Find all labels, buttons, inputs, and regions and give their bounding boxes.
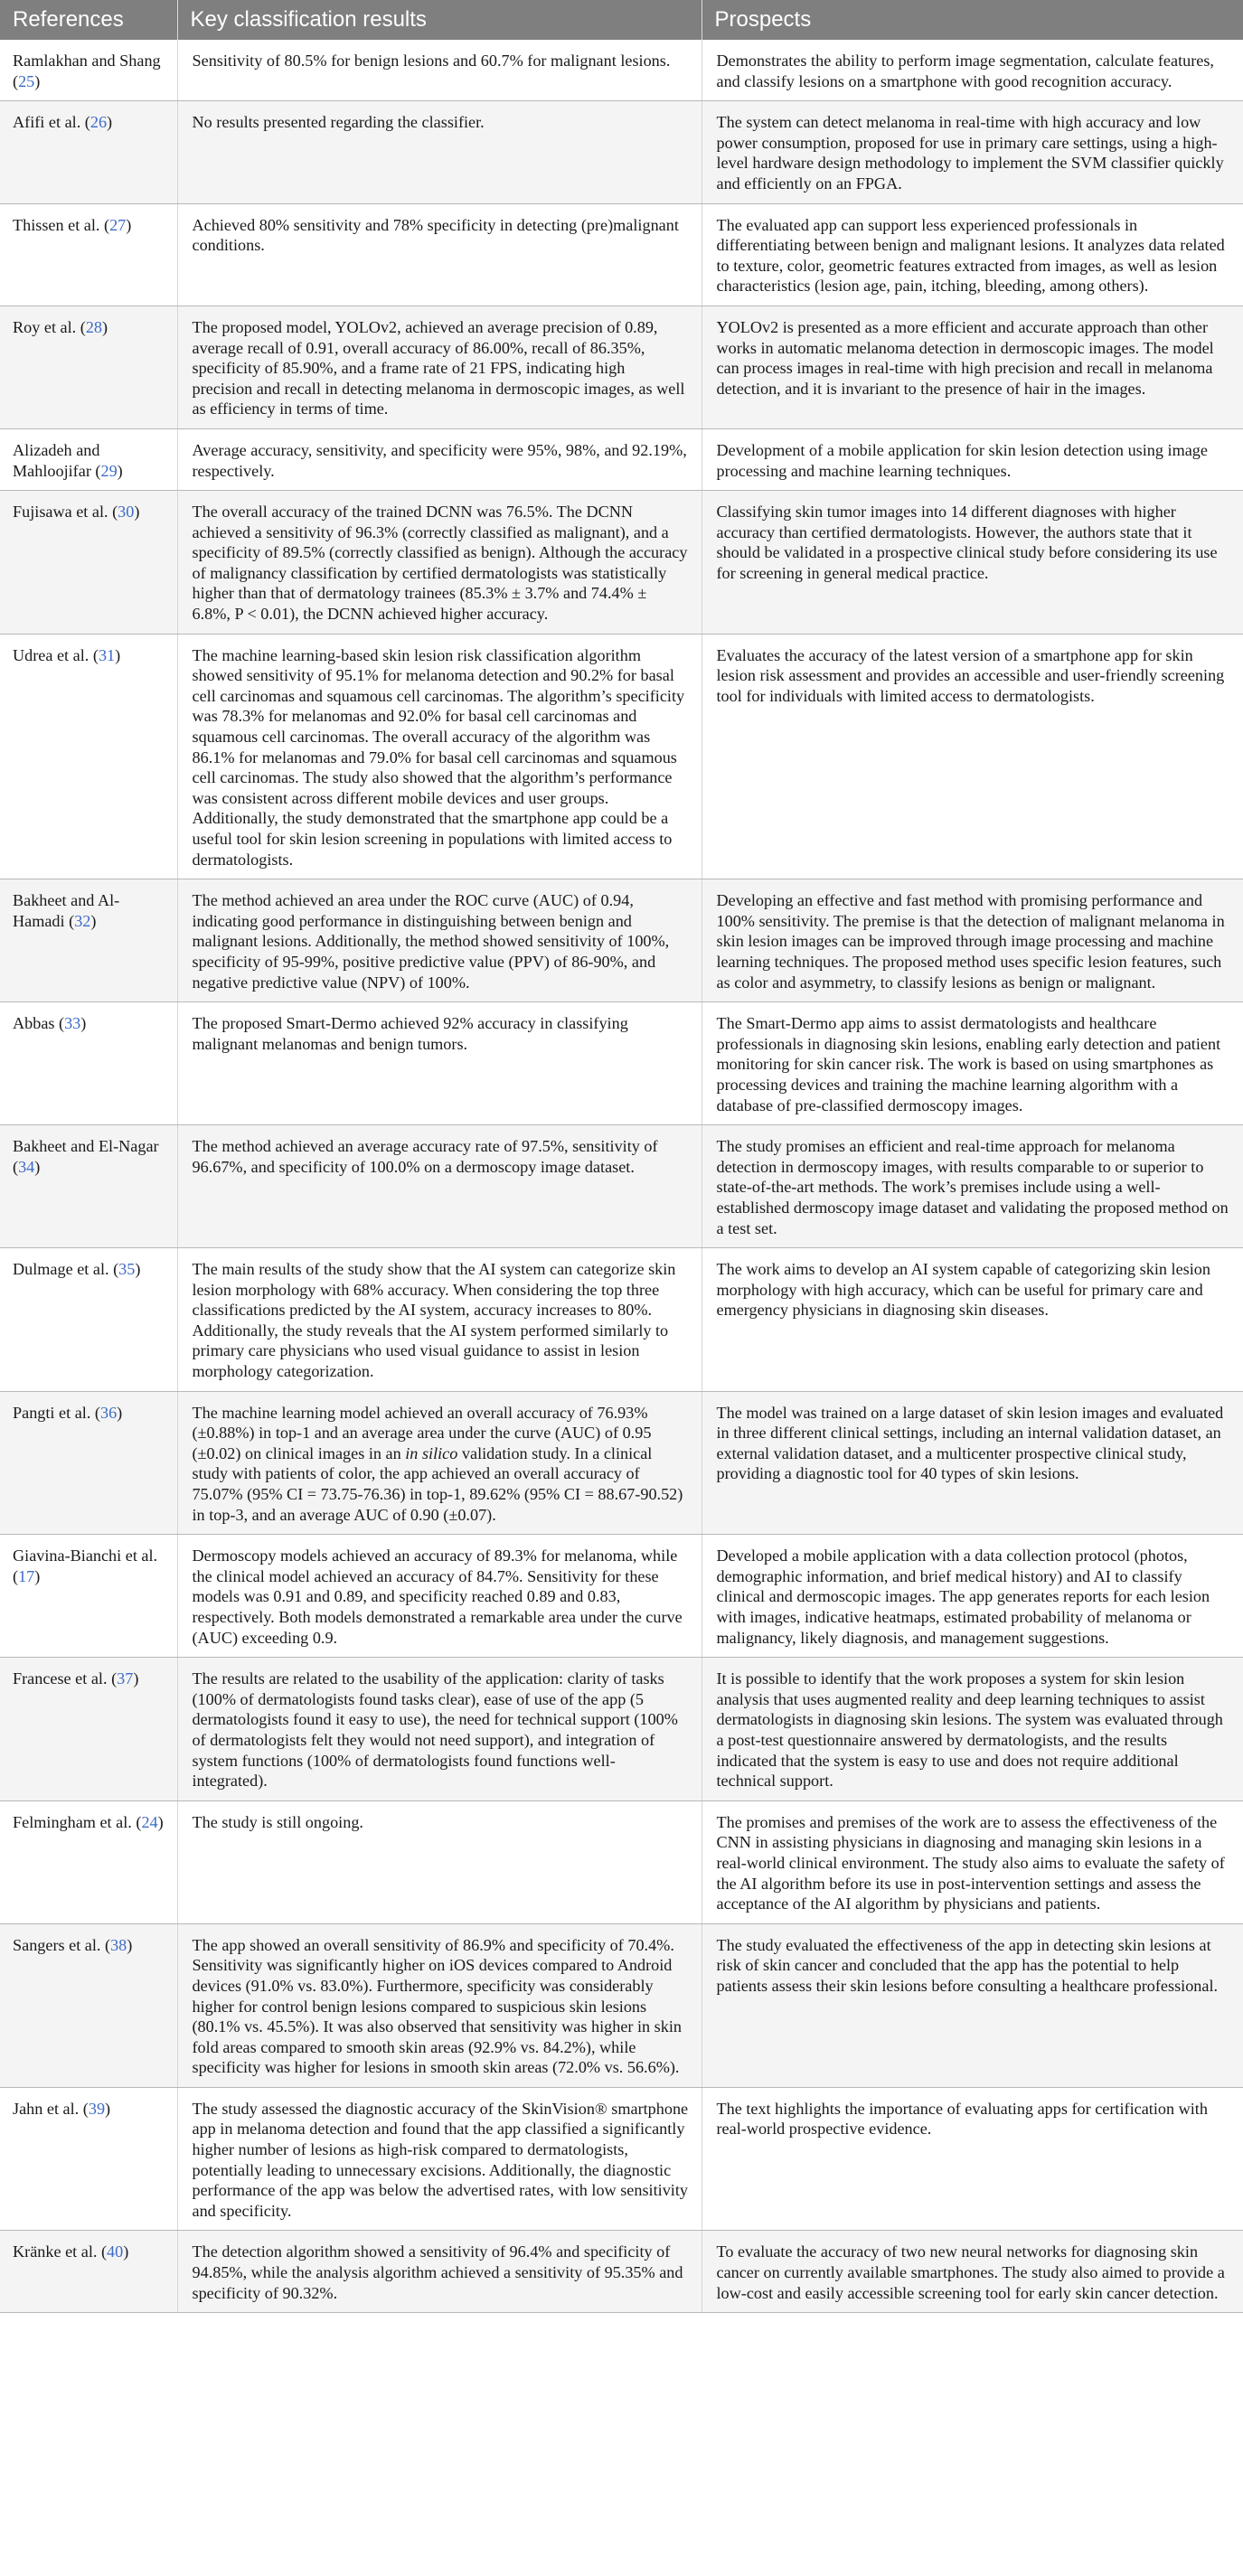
prospects-cell: YOLOv2 is presented as a more efficient and accurate approach than other works in automatic melanoma detection in dermoscopic images. The model can process images in real-time with high precision and recall in melanoma detection, and it is invariant to the presence of hair in the images. xyxy=(702,306,1243,428)
author-text: Ramlakhan and Shang ( xyxy=(13,52,161,90)
reference-cell: Roy et al. (28) xyxy=(0,306,177,428)
table-row xyxy=(0,2087,1243,2231)
prospects-cell: The study promises an efficient and real-time approach for melanoma detection in dermoscopy images, with results comparable to or superior to state-of-the-art methods. The work’s premises include using a well-established dermoscopy image dataset and validating the proposed method on a test set. xyxy=(702,1125,1243,1248)
reference-cell: Udrea et al. (31) xyxy=(0,634,177,879)
results-cell: No results presented regarding the classifier. xyxy=(177,101,702,203)
results-cell: The main results of the study show that the AI system can categorize skin lesion morphology with 68% accuracy. When considering the top three classifications predicted by the AI system, accuracy increases to 80%. Additionally, the study reveals that the AI system performed similarly to primary care physicians who used visual guidance to assist in lesion morphology categorization. xyxy=(177,1248,702,1392)
table-row xyxy=(0,40,1243,101)
author-text: Pangti et al. ( xyxy=(13,1403,100,1422)
reference-link[interactable]: 28 xyxy=(85,317,103,336)
prospects-cell: Classifying skin tumor images into 14 different diagnoses with higher accuracy than certified dermatologists. However, the authors state that it should be validated in a prospective clinical study before considering its use for screening in general medical practice. xyxy=(702,491,1243,635)
results-text: The machine learning model achieved an overall accuracy of 76.93% (±0.88%) in top-1 and an average area under the curve (AUC) of 0.95 (±0.02) on clinical images in an xyxy=(192,1403,652,1462)
results-italic-text: in silico xyxy=(405,1443,458,1462)
table-row xyxy=(0,634,1243,879)
reference-link[interactable]: 39 xyxy=(88,2099,106,2118)
author-text: Dulmage et al. ( xyxy=(13,1260,119,1279)
results-cell: The study is still ongoing. xyxy=(177,1800,702,1923)
table-row xyxy=(0,306,1243,428)
header-key-classification-results: Key classification results xyxy=(177,0,702,40)
results-cell: The method achieved an average accuracy rate of 97.5%, sensitivity of 96.67%, and specificity of 100.0% on a dermoscopy image dataset. xyxy=(177,1125,702,1248)
reference-link[interactable]: 40 xyxy=(107,2242,124,2261)
results-cell: The detection algorithm showed a sensitivity of 96.4% and specificity of 94.85%, while the analysis algorithm achieved a sensitivity of 95.35% and specificity of 90.32%. xyxy=(177,2231,702,2313)
author-text: Kränke et al. ( xyxy=(13,2242,108,2261)
author-text: Giavina-Bianchi et al. ( xyxy=(13,1547,158,1585)
reference-cell: Alizadeh and Mahloojifar (29) xyxy=(0,428,177,490)
reference-cell: Thissen et al. (27) xyxy=(0,203,177,306)
reference-link[interactable]: 36 xyxy=(99,1403,118,1422)
author-text: Bakheet and Al-Hamadi ( xyxy=(13,891,120,930)
table-row xyxy=(0,428,1243,490)
results-cell: Sensitivity of 80.5% for benign lesions and 60.7% for malignant lesions. xyxy=(177,40,702,101)
results-cell: The results are related to the usability of the application: clarity of tasks (100% of dermatologists found tasks clear), ease of use of the app (5 dermatologists found it easy to use), the need for technical support (100% of dermatologists felt they would not need support), and integration of system functions (100% of dermatologists found functions well-integrated). xyxy=(177,1658,702,1801)
reference-cell: Bakheet and Al-Hamadi (32) xyxy=(0,879,177,1002)
reference-cell: Ramlakhan and Shang (25) xyxy=(0,40,177,101)
results-cell xyxy=(177,1391,702,1535)
reference-link[interactable]: 30 xyxy=(118,503,135,522)
table-row xyxy=(0,1391,1243,1535)
table-row xyxy=(0,1658,1243,1801)
results-cell: The overall accuracy of the trained DCNN was 76.5%. The DCNN achieved a sensitivity of 96.3% (correctly classified as malignant), and a specificity of 89.5% (correctly classified as benign). Although the accuracy of malignancy classification by certified dermatologists was statistically higher than that of dermatology trainees (85.3% ± 3.7% and 74.4% ± 6.8%, P < 0.01), the DCNN achieved higher accuracy. xyxy=(177,491,702,635)
reference-cell: Abbas (33) xyxy=(0,1002,177,1125)
results-cell: Achieved 80% sensitivity and 78% specificity in detecting (pre)malignant conditions. xyxy=(177,203,702,306)
reference-link[interactable]: 24 xyxy=(141,1812,158,1831)
table-row xyxy=(0,1535,1243,1658)
reference-cell: Dulmage et al. (35) xyxy=(0,1248,177,1392)
prospects-cell: The text highlights the importance of evaluating apps for certification with real-world prospective evidence. xyxy=(702,2087,1243,2231)
reference-cell: Afifi et al. (26) xyxy=(0,101,177,203)
table-row xyxy=(0,1002,1243,1125)
reference-cell: Francese et al. (37) xyxy=(0,1658,177,1801)
reference-cell: Pangti et al. (36) xyxy=(0,1391,177,1535)
prospects-cell: It is possible to identify that the work proposes a system for skin lesion analysis that uses augmented reality and deep learning techniques to assist dermatologists in diagnosing skin lesions. The system was evaluated through a post-test questionnaire answered by dermatologists, and the results indicated that the system is easy to use and does not require additional technical support. xyxy=(702,1658,1243,1801)
prospects-cell: The system can detect melanoma in real-time with high accuracy and low power consumption, proposed for use in primary care settings, using a high-level hardware design methodology to implement the SVM classifier quickly and efficiently on an FPGA. xyxy=(702,101,1243,203)
reference-cell: Jahn et al. (39) xyxy=(0,2087,177,2231)
author-text: Sangers et al. ( xyxy=(13,1935,111,1954)
prospects-cell: The study evaluated the effectiveness of the app in detecting skin lesions at risk of skin cancer and concluded that the app has the potential to help patients assess their skin lesions before consulting a healthcare professional. xyxy=(702,1923,1243,2087)
reference-link[interactable]: 26 xyxy=(89,113,108,132)
table-row xyxy=(0,1800,1243,1923)
reference-link[interactable]: 25 xyxy=(18,71,35,90)
results-text: validation study. In a clinical study with patients of color, the app achieved an overall accuracy of 75.07% (95% CI = 73.75-76.36) in top-1, 89.62% (95% CI = 88.67-90.52) in top-3, and an average AUC of 0.90 (±0.07). xyxy=(192,1443,683,1524)
author-text: Afifi et al. ( xyxy=(13,113,90,132)
reference-link[interactable]: 32 xyxy=(74,911,91,930)
reference-cell: Fujisawa et al. (30) xyxy=(0,491,177,635)
prospects-cell: Evaluates the accuracy of the latest version of a smartphone app for skin lesion risk assessment and provides an accessible and user-friendly screening tool for individuals with limited access to dermatologists. xyxy=(702,634,1243,879)
reference-cell: Bakheet and El-Nagar (34) xyxy=(0,1125,177,1248)
reference-link[interactable]: 31 xyxy=(98,645,116,664)
reference-link[interactable]: 34 xyxy=(18,1157,35,1176)
reference-link[interactable]: 29 xyxy=(100,461,118,480)
reference-cell: Sangers et al. (38) xyxy=(0,1923,177,2087)
reference-cell: Kränke et al. (40) xyxy=(0,2231,177,2313)
author-text: Felmingham et al. ( xyxy=(13,1812,142,1831)
results-cell: The proposed Smart-Dermo achieved 92% accuracy in classifying malignant melanomas and benign tumors. xyxy=(177,1002,702,1125)
results-cell: The app showed an overall sensitivity of 86.9% and specificity of 70.4%. Sensitivity was significantly higher on iOS devices compared to Android devices (91.0% vs. 83.0%). Furthermore, specificity was considerably higher for control benign lesions compared to suspicious skin lesions (80.1% vs. 45.5%). It was also observed that sensitivity was higher in skin fold areas compared to smooth skin areas (92.9% vs. 84.2%), while specificity was higher for lesions in smooth skin areas (72.0% vs. 56.6%). xyxy=(177,1923,702,2087)
author-text: Fujisawa et al. ( xyxy=(13,503,118,522)
author-text: Abbas ( xyxy=(13,1014,65,1033)
prospects-cell: The model was trained on a large dataset of skin lesion images and evaluated in three different clinical settings, including an internal validation dataset, an external validation dataset, and a multicenter prospective clinical study, providing a diagnostic tool for 40 types of skin lesions. xyxy=(702,1391,1243,1535)
results-cell: The proposed model, YOLOv2, achieved an average precision of 0.89, average recall of 0.91, overall accuracy of 86.00%, recall of 86.35%, specificity of 85.90%, and a frame rate of 21 FPS, indicating high precision and recall in detecting melanoma in dermoscopic images, as well as efficiency in terms of time. xyxy=(177,306,702,428)
table-row xyxy=(0,2231,1243,2313)
table-row xyxy=(0,879,1243,1002)
author-text: Francese et al. ( xyxy=(13,1669,118,1688)
results-cell: Dermoscopy models achieved an accuracy of 89.3% for melanoma, while the clinical model achieved an accuracy of 84.7%. Sensitivity for these models was 0.91 and 0.89, and specificity reached 0.89 and 0.83, respectively. Both models demonstrated a remarkable area under the curve (AUC) exceeding 0.9. xyxy=(177,1535,702,1658)
table-row xyxy=(0,491,1243,635)
author-text: Jahn et al. ( xyxy=(13,2099,89,2118)
author-text: Alizadeh and Mahloojifar ( xyxy=(13,440,101,480)
prospects-cell: The work aims to develop an AI system capable of categorizing skin lesion morphology with high accuracy, which can be useful for primary care and emergency physicians in diagnosing skin diseases. xyxy=(702,1248,1243,1392)
author-text: Bakheet and El-Nagar ( xyxy=(13,1137,159,1176)
prospects-cell: The evaluated app can support less experienced professionals in differentiating between benign and malignant lesions. It analyzes data related to texture, color, geometric features extracted from images, as well as lesion characteristics (lesion age, pain, itching, bleeding, among others). xyxy=(702,203,1243,306)
table-body xyxy=(0,40,1243,2313)
author-text: Roy et al. ( xyxy=(13,317,86,336)
reference-link[interactable]: 33 xyxy=(64,1014,81,1033)
reference-cell: Giavina-Bianchi et al. (17) xyxy=(0,1535,177,1658)
prospects-cell: The Smart-Dermo app aims to assist dermatologists and healthcare professionals in diagnosing skin lesions, enabling early detection and patient monitoring for skin cancer risk. The work is based on using smartphones as processing devices and training the machine learning algorithm with a database of pre-classified dermoscopy images. xyxy=(702,1002,1243,1125)
results-cell: Average accuracy, sensitivity, and specificity were 95%, 98%, and 92.19%, respectively. xyxy=(177,428,702,490)
prospects-cell: Developing an effective and fast method with promising performance and 100% sensitivity. The premise is that the detection of malignant melanoma in skin lesion images can be improved through image processing and machine learning techniques. The proposed method uses specific lesion features, such as color and asymmetry, to classify lesions as benign or malignant. xyxy=(702,879,1243,1002)
reference-link[interactable]: 37 xyxy=(117,1669,134,1688)
results-cell: The method achieved an area under the ROC curve (AUC) of 0.94, indicating good performance in distinguishing between benign and malignant lesions. Additionally, the method showed sensitivity of 100%, specificity of 95-99%, positive predictive value (PPV) of 86-90%, and negative predictive value (NPV) of 100%. xyxy=(177,879,702,1002)
results-cell: The study assessed the diagnostic accuracy of the SkinVision® smartphone app in melanoma detection and found that the app classified a significantly higher number of lesions as high-risk compared to dermatologists, potentially leading to unnecessary excisions. Additionally, the diagnostic performance of the app was below the advertised rates, with low sensitivity and specificity. xyxy=(177,2087,702,2231)
table-row xyxy=(0,1248,1243,1392)
reference-link[interactable]: 38 xyxy=(110,1935,127,1954)
table-header xyxy=(0,0,1243,40)
prospects-cell: Development of a mobile application for skin lesion detection using image processing and machine learning techniques. xyxy=(702,428,1243,490)
header-references: References xyxy=(0,0,177,40)
reference-link[interactable]: 35 xyxy=(118,1260,136,1279)
table-row xyxy=(0,203,1243,306)
table-row xyxy=(0,1125,1243,1248)
results-cell: The machine learning-based skin lesion risk classification algorithm showed sensitivity of 95.1% for melanoma detection and 90.2% for basal cell carcinomas and squamous cell carcinomas. The algorithm’s specificity was 78.3% for melanomas and 92.0% for basal cell carcinomas and squamous cell carcinomas. The overall accuracy of the algorithm was 86.1% for melanomas and 79.0% for basal cell carcinomas and squamous cell carcinomas. The study also showed that the algorithm’s performance was consistent across different mobile devices and user groups. Additionally, the study demonstrated that the smartphone app could be a useful tool for skin lesion screening in populations with limited access to dermatologists. xyxy=(177,634,702,879)
table-row xyxy=(0,101,1243,203)
reference-link[interactable]: 27 xyxy=(109,215,127,234)
author-text: Udrea et al. ( xyxy=(13,645,99,664)
prospects-cell: Demonstrates the ability to perform image segmentation, calculate features, and classify lesions on a smartphone with good recognition accuracy. xyxy=(702,40,1243,101)
prospects-cell: To evaluate the accuracy of two new neural networks for diagnosing skin cancer on currently available smartphones. The study also aimed to provide a low-cost and easily accessible screening tool for early skin cancer detection. xyxy=(702,2231,1243,2313)
reference-cell: Felmingham et al. (24) xyxy=(0,1800,177,1923)
table-row xyxy=(0,1923,1243,2087)
header-prospects: Prospects xyxy=(702,0,1243,40)
prospects-cell: Developed a mobile application with a data collection protocol (photos, demographic information, and brief medical history) and AI to classify clinical and dermoscopic images. The app generates reports for each lesion with images, indicative heatmaps, estimated probability of melanoma or malignancy, likely diagnosis, and management suggestions. xyxy=(702,1535,1243,1658)
prospects-cell: The promises and premises of the work are to assess the effectiveness of the CNN in assisting physicians in diagnosing and managing skin lesions in a real-world clinical environment. The study also aims to evaluate the safety of the AI algorithm before its use in post-intervention settings and assess the acceptance of the AI algorithm by physicians and patients. xyxy=(702,1800,1243,1923)
author-text: Thissen et al. ( xyxy=(13,215,110,234)
header-row xyxy=(0,0,1243,40)
reference-link[interactable]: 17 xyxy=(18,1566,35,1585)
